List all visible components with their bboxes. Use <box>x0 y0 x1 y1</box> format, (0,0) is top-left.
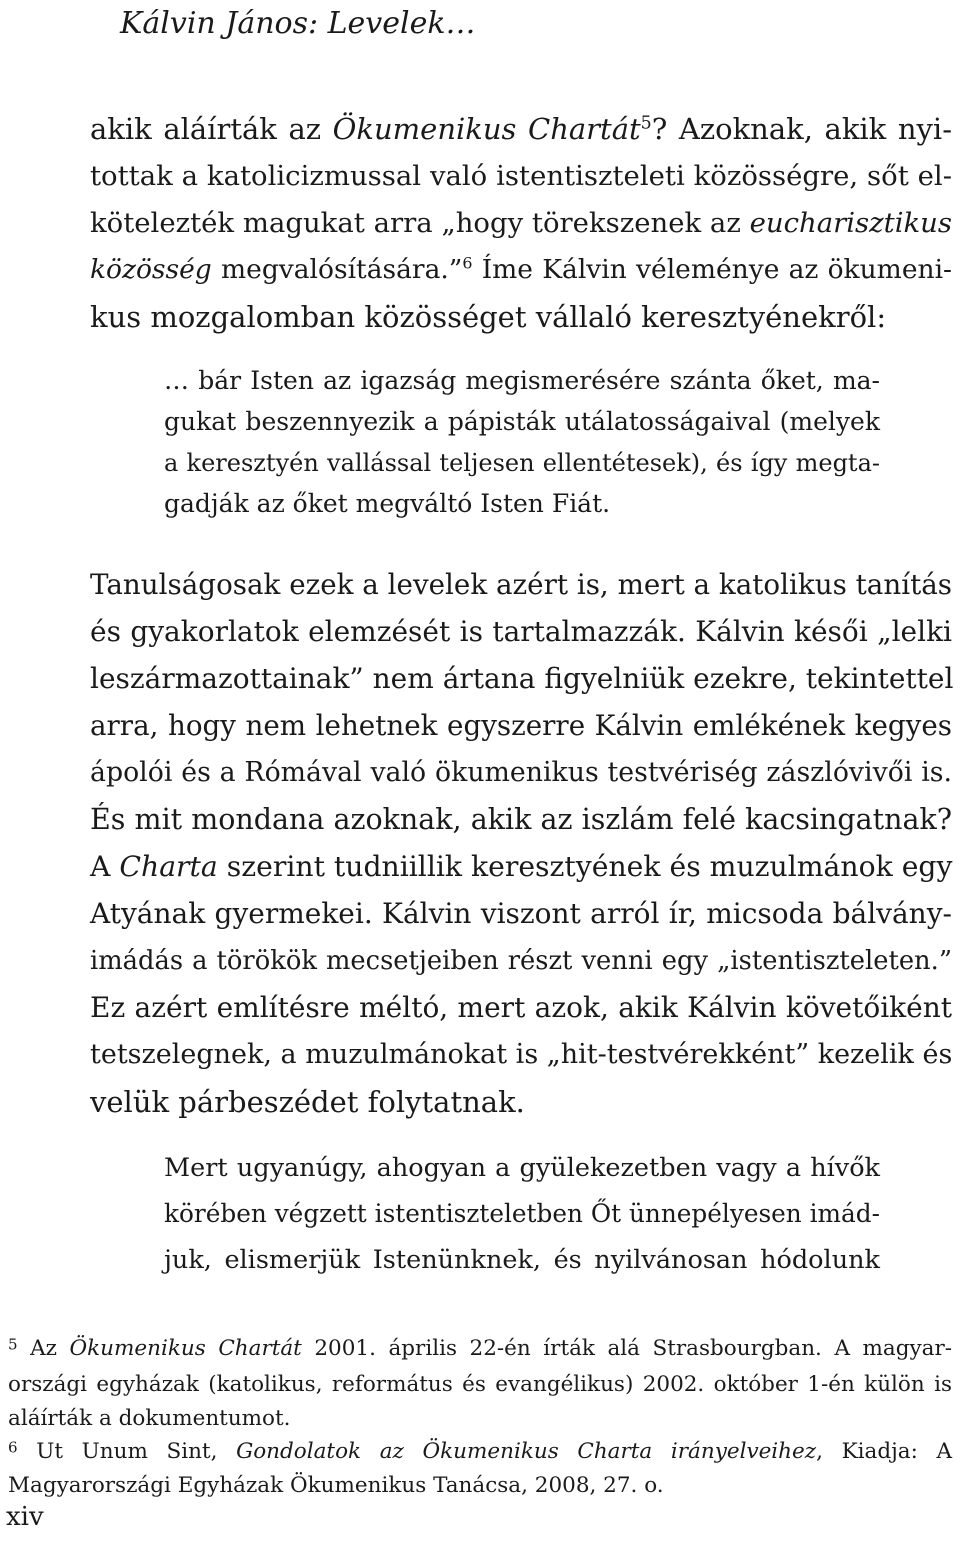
quote-line: körében végzett istentiszteletben Őt ünnepélyesen imád- <box>164 1199 880 1228</box>
quote-line: gukat beszennyezik a pápisták utálatosságaival (melyek <box>164 407 880 436</box>
quote-line: juk, elismerjük Istenünknek, és nyilvánosan hódolunk <box>164 1245 880 1275</box>
text-line: és gyakorlatok elemzését is tartalmazzák. Kálvin késői „lelki <box>90 615 952 648</box>
text-line: tottak a katolicizmussal való istentiszteleti közösségre, sőt el- <box>90 160 952 192</box>
emphasis: Ökumenikus Chartát <box>332 112 641 146</box>
text-line: kötelezték magukat arra „hogy törekszenek az eucharisztikus <box>90 207 952 239</box>
quote-line: … bár Isten az igazság megismerésére szánta őket, ma- <box>164 366 880 395</box>
footnote-line: országi egyházak (katolikus, református és evangélikus) 2002. október 1-én külön is <box>8 1372 952 1397</box>
emphasis: Charta <box>119 850 218 883</box>
quote-line: a keresztyén vallással teljesen ellentétesek), és így megta- <box>164 449 880 477</box>
emphasis: Ökumenikus Chartát <box>69 1336 302 1361</box>
text-line: arra, hogy nem lehetnek egyszerre Kálvin emlékének kegyes <box>90 709 952 742</box>
footnote-number: 5 <box>8 1335 18 1354</box>
text-line: leszármazottainak” nem ártana figyelniük ezekre, tekintettel <box>90 662 954 695</box>
text-line: velük párbeszédet folytatnak. <box>90 1085 525 1119</box>
footnote-ref-6[interactable]: 6 <box>462 253 473 273</box>
footnote-6: $^6$ Ut Unum Sint, Gondolatok az Ökumenikus Charta irányelveihez, Kiadja: A <box>8 1438 952 1464</box>
footnote-ref-5[interactable]: 5 <box>640 113 652 134</box>
text-line: Tanulságosak ezek a levelek azért is, mert a katolikus tanítás <box>90 568 953 601</box>
emphasis: eucharisztikus <box>749 207 952 239</box>
emphasis: közösség <box>90 254 212 285</box>
text-line: közösség megvalósítására.”$^6$ Íme Kálvin véleménye az ökumeni- <box>90 253 952 285</box>
text-line: Atyának gyermekei. Kálvin viszont arról ír, micsoda bálvány- <box>90 897 952 930</box>
running-head: Kálvin János: Levelek… <box>120 6 476 41</box>
footnote-line: aláírták a dokumentumot. <box>8 1406 291 1431</box>
text-line: ápolói és a Rómával való ökumenikus testvériség zászlóvivői is. <box>90 757 952 788</box>
text-line: És mit mondana azoknak, akik az iszlám felé kacsingatnak? <box>90 803 952 836</box>
quote-line: Mert ugyanúgy, ahogyan a gyülekezetben vagy a hívők <box>164 1153 880 1183</box>
footnote-line: Magyarországi Egyházak Ökumenikus Tanácsa, 2008, 27. o. <box>8 1473 664 1498</box>
text-line: kus mozgalomban közösséget vállaló keresztyénekről: <box>90 300 887 334</box>
text-line: Ez azért említésre méltó, mert azok, akik Kálvin követőiként <box>90 991 952 1024</box>
text-line: A Charta szerint tudniillik keresztyének és muzulmánok egy <box>90 850 953 883</box>
text-line: tetszelegnek, a muzulmánokat is „hit-testvérekként” kezelik és <box>90 1039 953 1070</box>
emphasis: Gondolatok az Ökumenikus Charta irányelveihez <box>236 1439 817 1464</box>
footnote-number: 6 <box>8 1438 18 1457</box>
text-line: akik aláírták az Ökumenikus Chartát$^5$? Azoknak, akik nyi- <box>90 112 952 146</box>
quote-line: gadják az őket megváltó Isten Fiát. <box>164 489 611 518</box>
page-number: xiv <box>6 1502 44 1532</box>
footnote-5: $^5$ Az Ökumenikus Chartát 2001. április 22-én írták alá Strasbourgban. A magyar- <box>8 1335 952 1361</box>
text-line: imádás a törökök mecsetjeiben részt venni egy „istentiszteleten.” <box>90 946 952 976</box>
